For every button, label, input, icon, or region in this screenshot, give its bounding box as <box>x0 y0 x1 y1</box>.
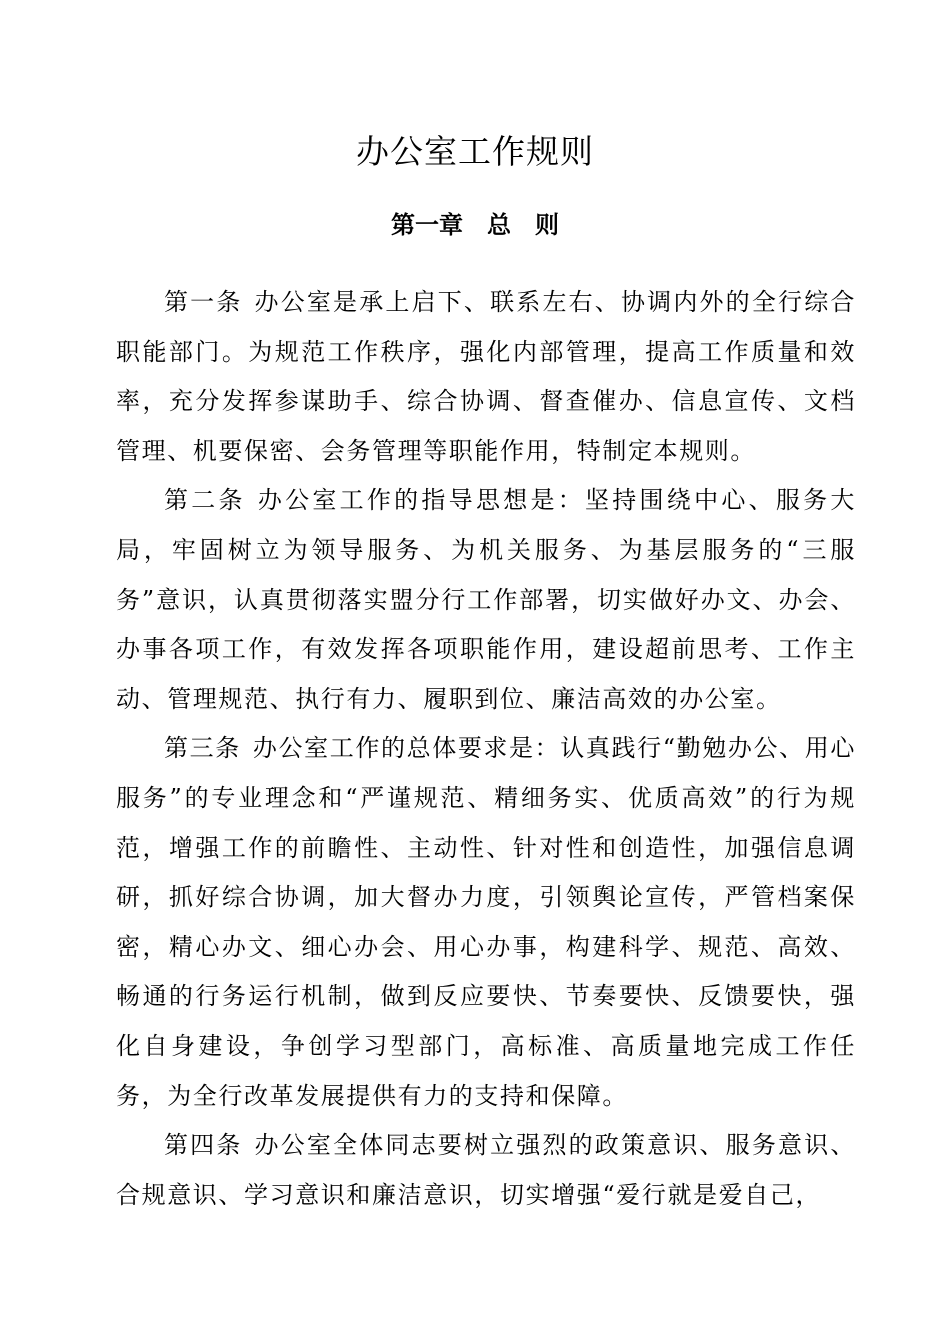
article-2 <box>116 476 856 724</box>
article-label: 第三条 <box>164 734 241 763</box>
article-label: 第一条 <box>164 288 243 316</box>
article-4 <box>116 1121 856 1220</box>
article-text: 办公室工作的总体要求是：认真践行“勤勉办公、用心服务”的专业理念和“严谨规范、精细务实、优质高效”的行为规范，增强工作的前瞻性、主动性、针对性和创造性，加强信息调研，抓好综合协调，加大督办力度，引领舆论宣传，严管档案保密，精心办文、细心办会、用心办事，构建科学、规范、高效、畅通的行务运行机制，做到反应要快、节奏要快、反馈要快，强化自身建设，争创学习型部门，高标准、高质量地完成工作任务，为全行改革发展提供有力的支持和保障。 <box>116 734 856 1110</box>
article-3 <box>116 724 856 1121</box>
article-1 <box>116 278 856 476</box>
document-title: 办公室工作规则 <box>356 132 594 171</box>
article-label: 第二条 <box>164 486 246 515</box>
article-text: 办公室是承上启下、联系左右、协调内外的全行综合职能部门。为规范工作秩序，强化内部管理，提高工作质量和效率，充分发挥参谋助手、综合协调、督查催办、信息宣传、文档管理、机要保密、会务管理等职能作用，特制定本规则。 <box>116 288 856 465</box>
chapter-title: 第一章 总 则 <box>391 211 559 239</box>
article-label: 第四条 <box>164 1131 243 1160</box>
document-body <box>116 278 856 1220</box>
article-text: 办公室工作的指导思想是：坚持围绕中心、服务大局，牢固树立为领导服务、为机关服务、为基层服务的“三服务”意识，认真贯彻落实盟分行工作部署，切实做好办文、办会、办事各项工作，有效发挥各项职能作用，建设超前思考、工作主动、管理规范、执行有力、履职到位、廉洁高效的办公室。 <box>116 486 856 713</box>
article-text: 办公室全体同志要树立强烈的政策意识、服务意识、合规意识、学习意识和廉洁意识，切实增强“爱行就是爱自己， <box>116 1131 856 1209</box>
